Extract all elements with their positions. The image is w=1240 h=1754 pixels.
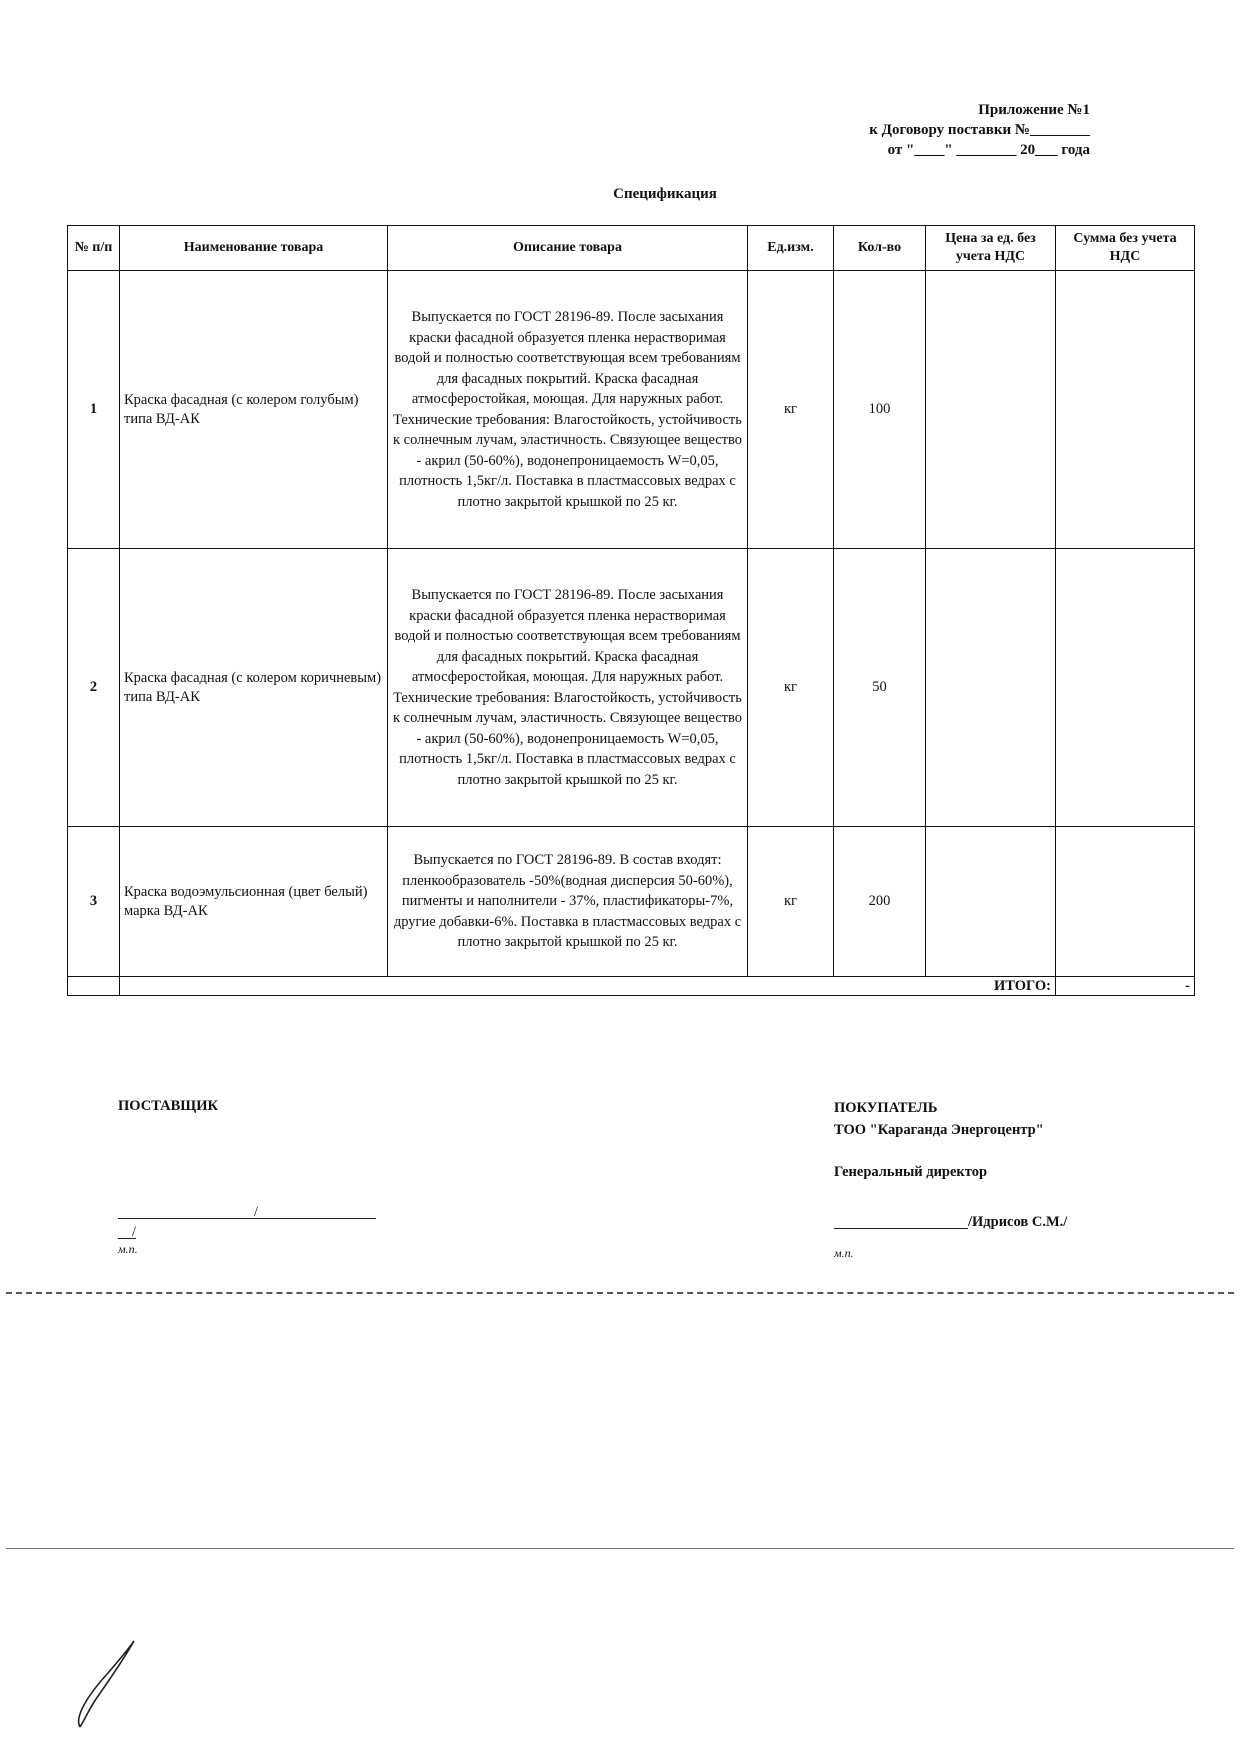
- header-num: № п/п: [68, 226, 120, 271]
- table-row: [68, 549, 1195, 827]
- page-title: Спецификация: [613, 186, 717, 202]
- header-desc: Описание товара: [388, 226, 748, 271]
- row-num: 1: [68, 271, 120, 549]
- header-unit: Ед.изм.: [748, 226, 834, 271]
- row-unit: кг: [748, 549, 834, 827]
- row-price: [926, 549, 1056, 827]
- row-desc: Выпускается по ГОСТ 28196-89. В состав входят: пленкообразователь -50%(водная дисперсия 50-60%), пигменты и наполнители - 37%, пластификаторы-7%, другие добавки-6%. Поставка в пластмассовых ведрах с плотно закрытой крышкой по 25 кг.: [388, 827, 748, 977]
- header-qty: Кол-во: [834, 226, 926, 271]
- row-unit: кг: [748, 271, 834, 549]
- table-row: [68, 827, 1195, 977]
- row-unit: кг: [748, 827, 834, 977]
- specification-table: [67, 225, 1195, 996]
- page-divider-dashed: [6, 1292, 1234, 1294]
- header-name: Наименование товара: [120, 226, 388, 271]
- appendix-contract: к Договору поставки №________: [869, 122, 1090, 138]
- row-sum: [1056, 271, 1195, 549]
- row-num: 3: [68, 827, 120, 977]
- total-value: -: [1056, 977, 1195, 996]
- table-header-row: [68, 226, 1195, 271]
- row-sum: [1056, 827, 1195, 977]
- table-row: [68, 271, 1195, 549]
- supplier-stamp-mark: м.п.: [118, 1242, 138, 1256]
- supplier-sign-separator: /: [254, 1204, 259, 1220]
- row-name: Краска фасадная (с колером голубым) типа ВД-АК: [120, 271, 388, 549]
- row-desc: Выпускается по ГОСТ 28196-89. После засыхания краски фасадной образуется пленка нерастворимая водой и полностью соответствующая всем требованиям для фасадных покрытий. Краска фасадная атмосферостойкая, моющая. Для наружных работ. Технические требования: Влагостойкость, устойчивость к солнечным лучам, эластичность. Связующее вещество - акрил (50-60%), водонепроницаемость W=0,05, плотность 1,5кг/л. Поставка в пластмассовых ведрах с плотно закрытой крышкой по 25 кг.: [388, 549, 748, 827]
- row-qty: 100: [834, 271, 926, 549]
- row-num: 2: [68, 549, 120, 827]
- appendix-block: [869, 100, 1090, 160]
- total-row: [68, 977, 1195, 996]
- buyer-position: Генеральный директор: [834, 1164, 988, 1180]
- appendix-date: от "____" ________ 20___ года: [887, 142, 1090, 158]
- row-price: [926, 827, 1056, 977]
- buyer-stamp-mark: м.п.: [834, 1246, 854, 1260]
- appendix-title: Приложение №1: [978, 102, 1090, 118]
- row-name: Краска фасадная (с колером коричневым) типа ВД-АК: [120, 549, 388, 827]
- buyer-company: ТОО "Караганда Энергоцентр": [834, 1122, 1044, 1138]
- row-qty: 50: [834, 549, 926, 827]
- row-sum: [1056, 549, 1195, 827]
- supplier-label: ПОСТАВЩИК: [118, 1098, 219, 1114]
- total-label: ИТОГО:: [120, 977, 1056, 996]
- handwritten-mark: [60, 1635, 150, 1735]
- supplier-sign-separator-2: /: [132, 1224, 137, 1240]
- buyer-signer: /Идрисов С.М./: [968, 1214, 1068, 1230]
- buyer-label: ПОКУПАТЕЛЬ: [834, 1100, 938, 1116]
- header-price: Цена за ед. без учета НДС: [926, 226, 1056, 271]
- total-empty-cell: [68, 977, 120, 996]
- supplier-signature-line: [118, 1218, 376, 1219]
- row-qty: 200: [834, 827, 926, 977]
- row-price: [926, 271, 1056, 549]
- page-divider: [6, 1548, 1234, 1549]
- row-name: Краска водоэмульсионная (цвет белый) марка ВД-АК: [120, 827, 388, 977]
- header-sum: Сумма без учета НДС: [1056, 226, 1195, 271]
- buyer-signature-line: [834, 1228, 968, 1229]
- row-desc: Выпускается по ГОСТ 28196-89. После засыхания краски фасадной образуется пленка нерастворимая водой и полностью соответствующая всем требованиям для фасадных покрытий. Краска фасадная атмосферостойкая, моющая. Для наружных работ. Технические требования: Влагостойкость, устойчивость к солнечным лучам, эластичность. Связующее вещество - акрил (50-60%), водонепроницаемость W=0,05, плотность 1,5кг/л. Поставка в пластмассовых ведрах с плотно закрытой крышкой по 25 кг.: [388, 271, 748, 549]
